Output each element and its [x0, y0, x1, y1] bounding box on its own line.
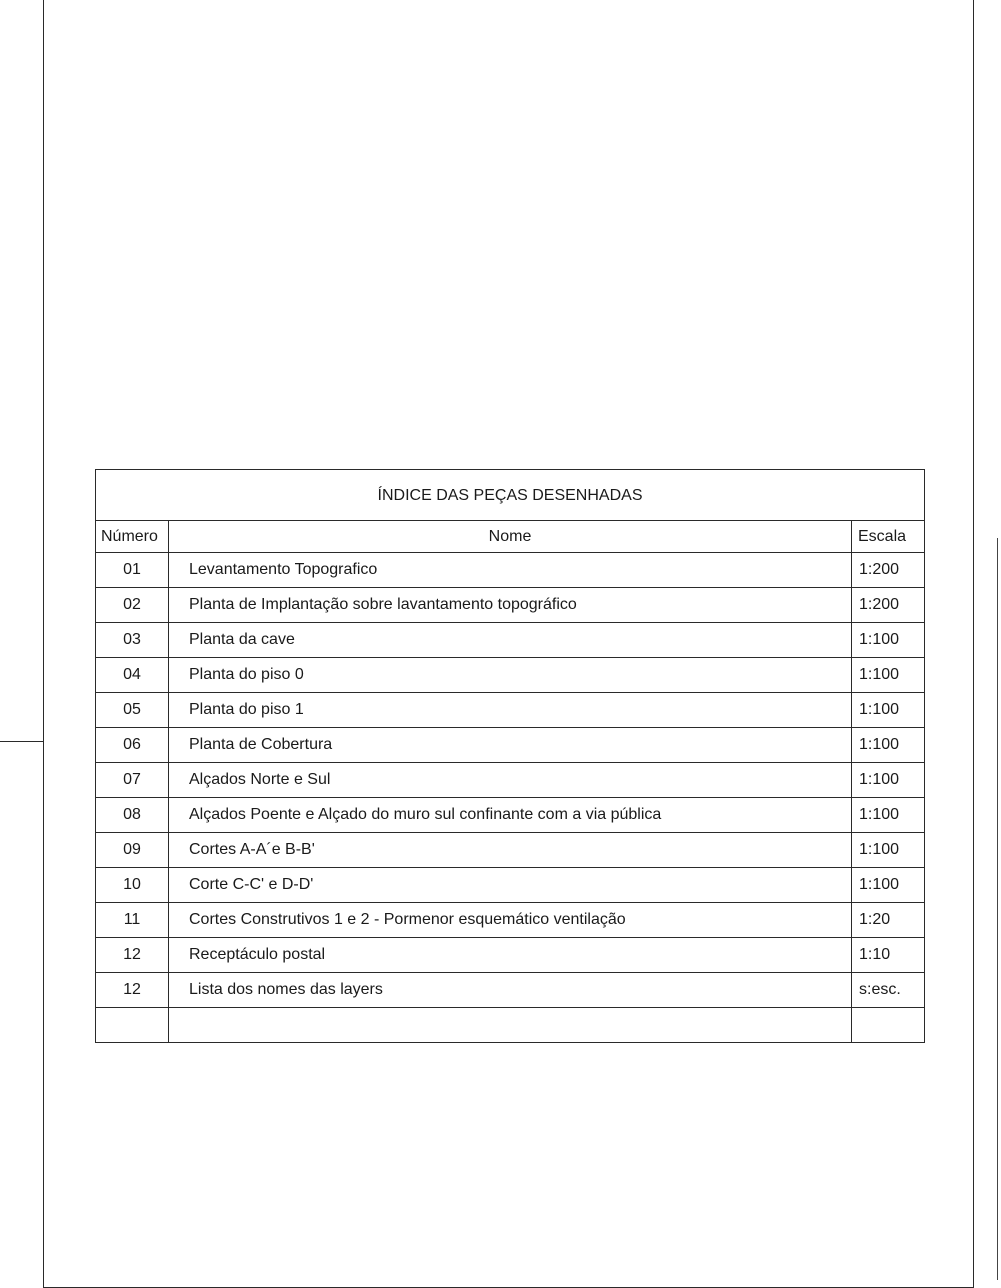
table-row [96, 938, 925, 973]
column-header-number: Número [96, 521, 169, 553]
cell-number: 05 [96, 693, 169, 728]
cell-number: 12 [96, 973, 169, 1008]
cell-name: Planta da cave [169, 623, 852, 658]
drawings-index-table [95, 469, 925, 1043]
table-row [96, 798, 925, 833]
cell-number: 11 [96, 903, 169, 938]
adjacent-sheet-edge-line-right [997, 538, 998, 1280]
cell-name: Planta do piso 1 [169, 693, 852, 728]
cell-scale: 1:100 [852, 833, 925, 868]
column-header-scale: Escala [852, 521, 925, 553]
cell-name [169, 1008, 852, 1043]
table-row [96, 728, 925, 763]
cell-name: Corte C-C' e D-D' [169, 868, 852, 903]
cell-number: 01 [96, 553, 169, 588]
cell-number: 02 [96, 588, 169, 623]
cell-name: Planta de Implantação sobre lavantamento topográfico [169, 588, 852, 623]
index-table-body [96, 470, 925, 1043]
table-row [96, 693, 925, 728]
table-row [96, 588, 925, 623]
cell-number: 03 [96, 623, 169, 658]
table-row [96, 553, 925, 588]
table-title-row [96, 470, 925, 521]
table-row [96, 1008, 925, 1043]
table-row [96, 903, 925, 938]
cell-scale: s:esc. [852, 973, 925, 1008]
cell-scale: 1:200 [852, 553, 925, 588]
cell-name: Alçados Norte e Sul [169, 763, 852, 798]
table-row [96, 833, 925, 868]
cell-name: Planta de Cobertura [169, 728, 852, 763]
cell-scale: 1:100 [852, 658, 925, 693]
cell-number: 09 [96, 833, 169, 868]
cell-scale: 1:10 [852, 938, 925, 973]
adjacent-sheet-edge-line [0, 741, 43, 742]
cell-number: 08 [96, 798, 169, 833]
cell-number: 07 [96, 763, 169, 798]
cell-name: Cortes Construtivos 1 e 2 - Pormenor esquemático ventilação [169, 903, 852, 938]
cell-scale: 1:200 [852, 588, 925, 623]
cell-number: 10 [96, 868, 169, 903]
cell-number [96, 1008, 169, 1043]
table-row [96, 763, 925, 798]
cell-name: Cortes A-A´e B-B' [169, 833, 852, 868]
cell-scale: 1:100 [852, 868, 925, 903]
cell-number: 06 [96, 728, 169, 763]
cell-scale: 1:100 [852, 693, 925, 728]
table-header-row [96, 521, 925, 553]
cell-scale: 1:100 [852, 763, 925, 798]
table-row [96, 973, 925, 1008]
cell-number: 04 [96, 658, 169, 693]
table-row [96, 623, 925, 658]
cell-scale: 1:100 [852, 728, 925, 763]
cell-name: Alçados Poente e Alçado do muro sul confinante com a via pública [169, 798, 852, 833]
cell-name: Planta do piso 0 [169, 658, 852, 693]
table-row [96, 658, 925, 693]
cell-scale [852, 1008, 925, 1043]
table-row [96, 868, 925, 903]
cell-number: 12 [96, 938, 169, 973]
cell-name: Levantamento Topografico [169, 553, 852, 588]
cell-scale: 1:100 [852, 798, 925, 833]
column-header-name: Nome [169, 521, 852, 553]
cell-name: Receptáculo postal [169, 938, 852, 973]
table-title: ÍNDICE DAS PEÇAS DESENHADAS [96, 470, 925, 521]
cell-scale: 1:100 [852, 623, 925, 658]
cell-scale: 1:20 [852, 903, 925, 938]
cell-name: Lista dos nomes das layers [169, 973, 852, 1008]
